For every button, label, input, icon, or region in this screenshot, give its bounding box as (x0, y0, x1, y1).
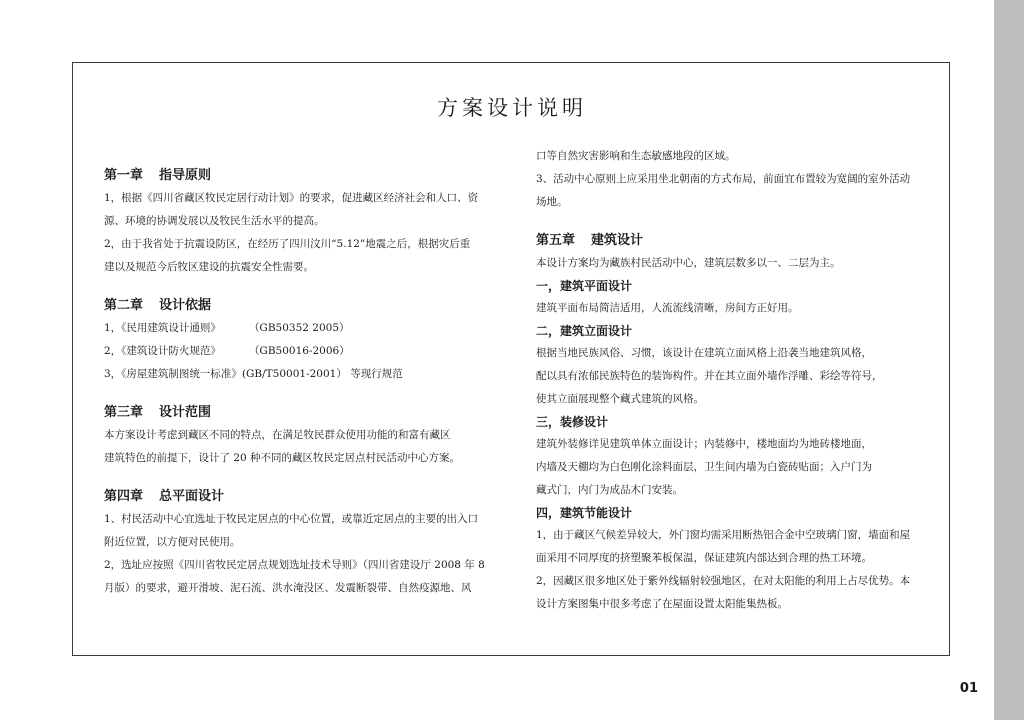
chapter-3-heading: 第三章 设计范围 (104, 405, 212, 420)
paragraph-line: 建筑特色的前提下，设计了 20 种不同的藏区牧民定居点村民活动中心方案。 (104, 452, 461, 464)
paragraph-line: 建筑平面布局简洁适用，人流流线清晰，房间方正好用。 (536, 302, 799, 314)
paragraph-line: 1、村民活动中心宜选址于牧民定居点的中心位置，或靠近定居点的主要的出入口 (104, 513, 479, 525)
left-column (104, 145, 494, 600)
section-3-heading: 三，装修设计 (536, 415, 609, 429)
section-4-heading: 四，建筑节能设计 (536, 506, 633, 520)
paragraph-line: 藏式门，内门为成品木门安装。 (536, 484, 683, 496)
paragraph-line: 月版）的要求，避开滑坡、泥石流、洪水淹没区、发震断裂带、自然疫源地、风 (104, 582, 472, 594)
paragraph-line: 设计方案图集中很多考虑了在屋面设置太阳能集热板。 (536, 598, 788, 610)
reference-item: 2，《建筑设计防火规范》 （GB50016-2006） (104, 345, 350, 357)
paragraph-line: 2，因藏区很多地区处于紫外线辐射较强地区，在对太阳能的利用上占尽优势。本 (536, 575, 911, 587)
paragraph-line: 面采用不同厚度的挤塑聚苯板保温，保证建筑内部达到合理的热工环境。 (536, 552, 872, 564)
paragraph-line: 附近位置，以方便对民使用。 (104, 536, 241, 548)
paragraph-line: 口等自然灾害影响和生态敏感地段的区域。 (536, 150, 736, 162)
page-corner (934, 698, 994, 720)
paragraph-line: 配以具有浓郁民族特色的装饰构件。并在其立面外墙作浮雕、彩绘等符号， (536, 370, 883, 382)
paragraph-line: 本方案设计考虑到藏区不同的特点，在满足牧民群众使用功能的和富有藏区 (104, 429, 451, 441)
chapter-2-heading: 第二章 设计依据 (104, 298, 212, 313)
right-column (536, 145, 928, 616)
chapter-1-heading: 第一章 指导原则 (104, 168, 212, 183)
paragraph-line: 3、活动中心原则上应采用坐北朝南的方式布局，前面宜布置较为宽阔的室外活动 (536, 173, 911, 185)
reference-item: 3，《房屋建筑制图统一标准》(GB/T50001-2001） 等现行规范 (104, 368, 403, 380)
paragraph-line: 建以及规范今后牧区建设的抗震安全性需要。 (104, 261, 314, 273)
paragraph-line: 建筑外装修详见建筑单体立面设计；内装修中，楼地面均为地砖楼地面， (536, 438, 872, 450)
paragraph-line: 场地。 (536, 196, 568, 208)
paragraph-line: 源、环境的协调发展以及牧民生活水平的提高。 (104, 215, 325, 227)
chapter-5-heading: 第五章 建筑设计 (536, 233, 644, 248)
paragraph-line: 使其立面展现整个藏式建筑的风格。 (536, 393, 704, 405)
paragraph-line: 2，由于我省处于抗震设防区，在经历了四川汶川“5.12”地震之后，根据灾后重 (104, 238, 471, 250)
page-title: 方案设计说明 (437, 96, 587, 120)
page-number: 01 (959, 681, 978, 696)
section-1-heading: 一，建筑平面设计 (536, 279, 633, 293)
paragraph-line: 内墙及天棚均为白色刚化涂料面层，卫生间内墙为白瓷砖贴面；入户门为 (536, 461, 872, 473)
chapter-4-heading: 第四章 总平面设计 (104, 489, 225, 504)
paragraph-line: 2，选址应按照《四川省牧民定居点规划选址技术导则》（四川省建设厅 2008 年 8 (104, 559, 485, 571)
paragraph-line: 本设计方案均为藏族村民活动中心，建筑层数多以一、二层为主。 (536, 257, 841, 269)
section-2-heading: 二，建筑立面设计 (536, 324, 633, 338)
paragraph-line: 1，由于藏区气候差异较大，外门窗均需采用断热铝合金中空玻璃门窗，墙面和屋 (536, 529, 911, 541)
reference-item: 1，《民用建筑设计通则》 （GB50352 2005） (104, 322, 350, 334)
paragraph-line: 根据当地民族风俗、习惯，该设计在建筑立面风格上沿袭当地建筑风格， (536, 347, 872, 359)
paragraph-line: 1，根据《四川省藏区牧民定居行动计划》的要求，促进藏区经济社会和人口、资 (104, 192, 479, 204)
